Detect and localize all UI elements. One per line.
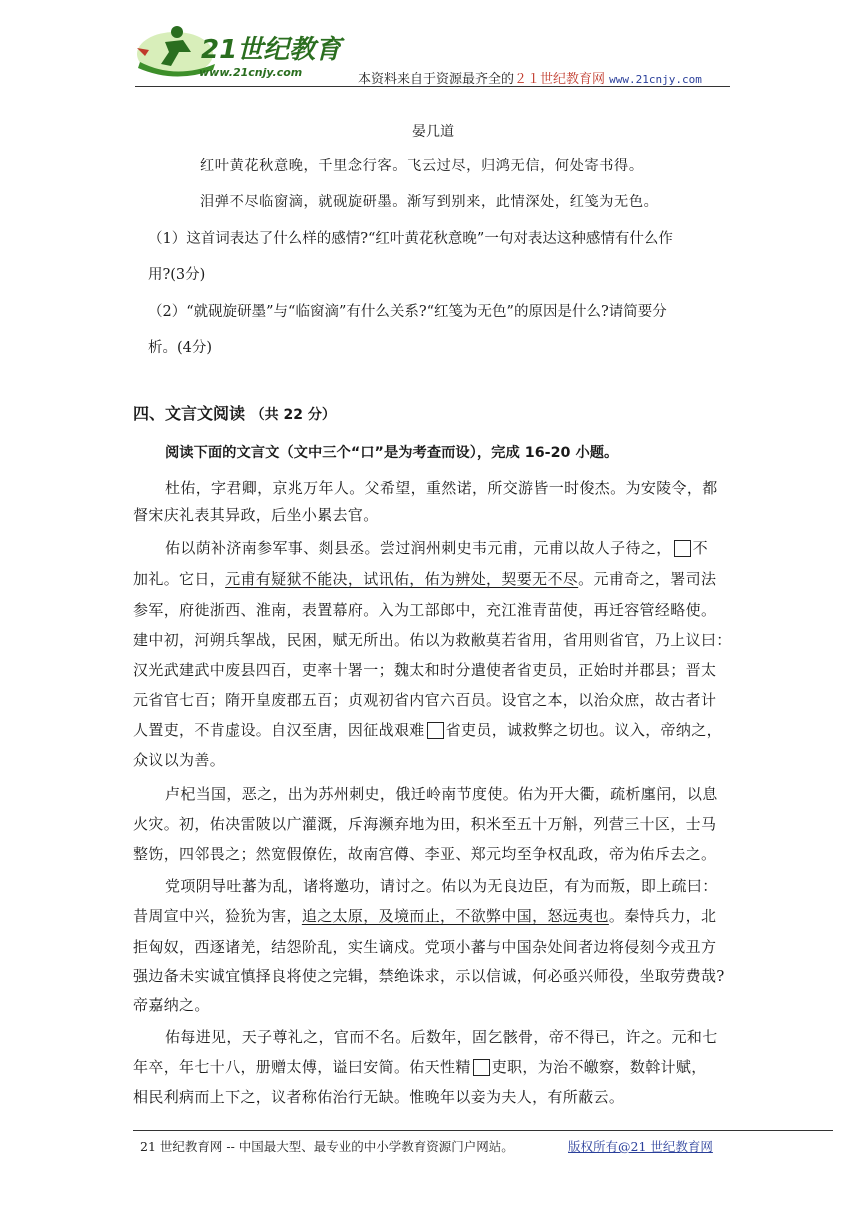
passage-line: 帝嘉纳之。 bbox=[133, 996, 210, 1014]
passage-line: 强边备未实诚宜慎择良将使之完辑，禁绝诛求，示以信诚，何必亟兴师役，坐取劳费哉? bbox=[133, 967, 725, 985]
passage-line: 相民利病而上下之，议者称佑治行无缺。惟晚年以妾为夫人，有所蔽云。 bbox=[133, 1088, 625, 1106]
passage-line: 杜佑，字君卿，京兆万年人。父希望，重然诺，所交游皆一时俊杰。为安陵令，都 bbox=[165, 479, 718, 497]
passage-line: 人置吏，不肯虚设。自汉至唐，因征战艰难 省吏员，诚救弊之切也。议入，帝纳之， bbox=[133, 721, 722, 739]
logo-url: www.21cnjy.com bbox=[199, 66, 303, 79]
passage-line: 加礼。它日，元甫有疑狱不能决，试讯佑，佑为辨处，契要无不尽。元甫奇之，署司法 bbox=[133, 570, 717, 588]
passage-line: 汉光武建武中废县四百，吏率十署一；魏太和时分遣使者省吏员，正始时并郡县；晋太 bbox=[133, 661, 717, 679]
blank-box bbox=[473, 1059, 490, 1076]
header-brand-link[interactable]: ２１世纪教育网 bbox=[514, 72, 606, 87]
passage-line: 整饬，四邻畏之；然宽假僚佐，故南宫僔、李亚、郑元均至争权乱政，帝为佑斥去之。 bbox=[133, 845, 717, 863]
passage-line: 火灾。初，佑决雷陂以广灌溉，斥海濒弃地为田，积米至五十万斛，列营三十区，士马 bbox=[133, 815, 717, 833]
underlined-sentence: 元甫有疑狱不能决，试讯佑，佑为辨处，契要无不尽 bbox=[225, 570, 579, 588]
passage-line: 年卒，年七十八，册赠太傅，谥曰安简。佑天性精 吏职，为治不皦察，数斡计赋， bbox=[133, 1058, 707, 1076]
passage-line: 佑每进见，天子尊礼之，官而不名。后数年，固乞骸骨，帝不得已，许之。元和七 bbox=[165, 1028, 718, 1046]
passage-line: 建中初，河朔兵挐战，民困，赋无所出。佑以为救敝莫若省用，省用则省官，乃上议曰： bbox=[133, 631, 732, 649]
footer-text: 21 世纪教育网 -- 中国最大型、最专业的中小学教育资源门户网站。 bbox=[140, 1139, 514, 1154]
passage-line: 昔周宣中兴，猃狁为害，追之太原，及境而止，不欲弊中国，怒远夷也。秦恃兵力，北 bbox=[133, 907, 717, 925]
header-divider bbox=[135, 86, 730, 87]
passage-line: 党项阴导吐蕃为乱，诸将邀功，请讨之。佑以为无良边臣，有为而叛，即上疏曰： bbox=[165, 877, 718, 895]
passage-line: 拒匈奴，西逐诸羌，结怨阶乱，实生谪戍。党项小蕃与中国杂处间者边将侵刻今戎丑方 bbox=[133, 938, 717, 956]
passage-line: 督宋庆礼表其异政，后坐小累去官。 bbox=[133, 506, 379, 524]
site-logo[interactable] bbox=[135, 22, 345, 84]
poem-line-2: 泪弹不尽临窗滴，就砚旋研墨。渐写到别来，此情深处，红笺为无色。 bbox=[200, 194, 659, 210]
passage-line: 元省官七百；隋开皇废郡五百；贞观初省内官六百员。设官之本，以治众庶，故古者计 bbox=[133, 691, 717, 709]
header-url-link[interactable]: www.21cnjy.com bbox=[609, 73, 702, 86]
logo-wordmark: 21世纪教育 bbox=[201, 35, 342, 65]
section-points: （共 22 分） bbox=[250, 407, 336, 423]
poem-line-1: 红叶黄花秋意晚，千里念行客。飞云过尽，归鸿无信，何处寄书得。 bbox=[200, 158, 644, 174]
footer-copyright-link[interactable]: 版权所有@21 世纪教育网 bbox=[568, 1139, 713, 1154]
poem-author: 晏几道 bbox=[412, 124, 454, 140]
passage-line: 卢杞当国，恶之，出为苏州刺史，俄迁岭南节度使。佑为开大衢，疏析廛闬，以息 bbox=[165, 785, 718, 803]
section-title: 四、文言文阅读 （共 22 分） bbox=[133, 404, 336, 423]
question-2-line-1: （2）“就砚旋研墨”与“临窗滴”有什么关系?“红笺为无色”的原因是什么?请简要分 bbox=[148, 304, 667, 320]
section-instruction: 阅读下面的文言文（文中三个“口”是为考查而设），完成 16-20 小题。 bbox=[165, 445, 619, 461]
passage-line: 参军，府徙浙西、淮南，表置幕府。入为工部郎中，充江淮青苗使，再迁容管经略使。 bbox=[133, 601, 717, 619]
question-1-line-1: （1）这首词表达了什么样的感情?“红叶黄花秋意晚”一句对表达这种感情有什么作 bbox=[148, 231, 673, 247]
blank-box bbox=[427, 722, 444, 739]
question-1-line-2: 用?(3分) bbox=[148, 267, 206, 283]
footer-divider bbox=[133, 1130, 833, 1131]
underlined-sentence: 追之太原，及境而止，不欲弊中国，怒远夷也 bbox=[301, 907, 609, 925]
blank-box bbox=[674, 540, 691, 557]
question-2-line-2: 析。(4分) bbox=[148, 340, 213, 356]
passage-line: 众议以为善。 bbox=[133, 751, 226, 769]
passage-line: 佑以荫补济南参军事、剡县丞。尝过润州刺史韦元甫，元甫以故人子待之， 不 bbox=[165, 539, 708, 557]
header-note: 本资料来自于资源最齐全的２１世纪教育网 www.21cnjy.com bbox=[358, 72, 702, 87]
runner-logo-icon bbox=[135, 22, 345, 84]
